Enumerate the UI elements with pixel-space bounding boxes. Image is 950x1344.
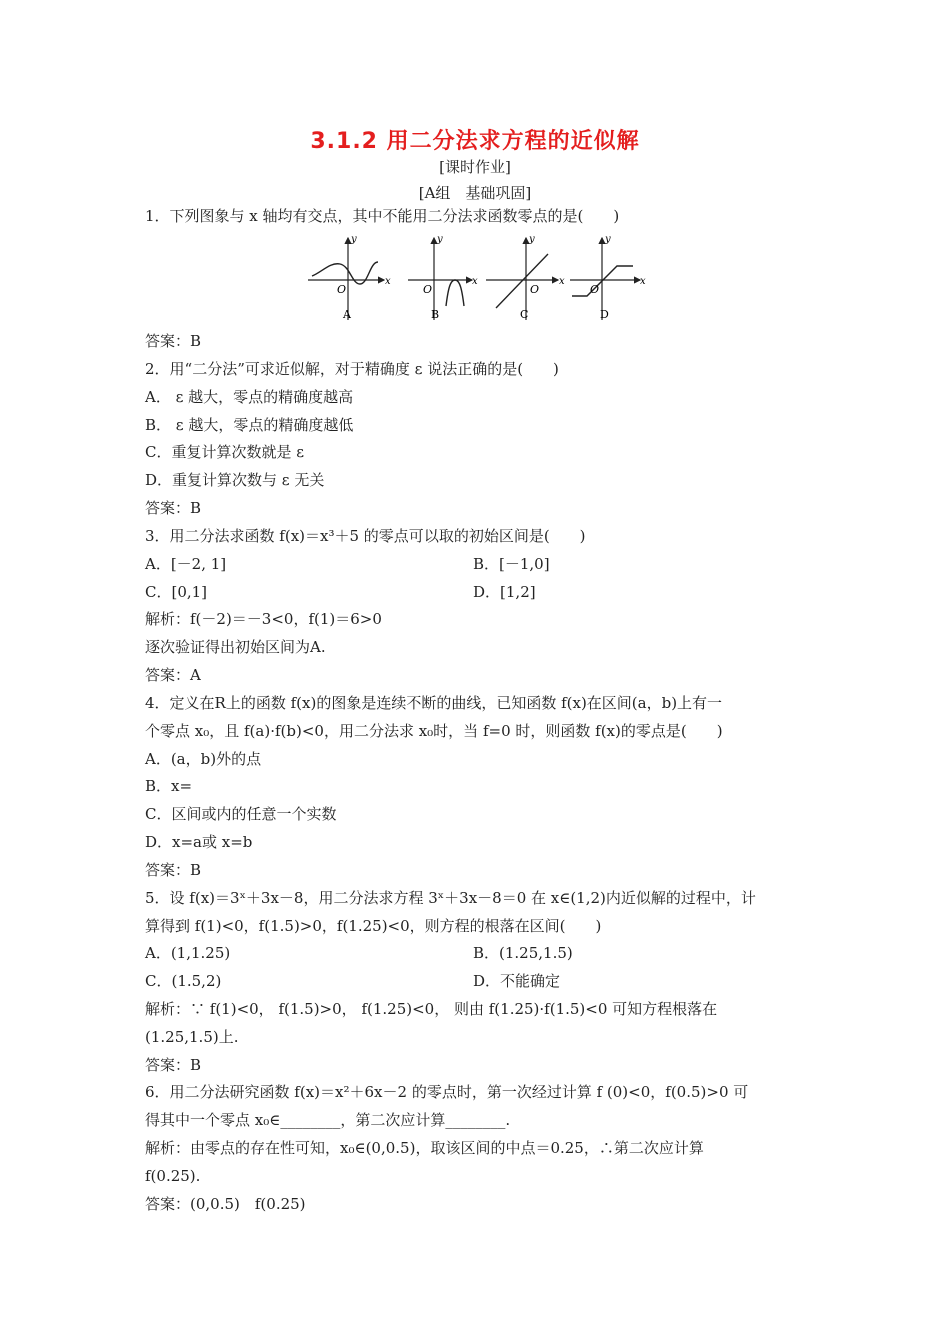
question-6-line-2: 得其中一个零点 x₀∈________，第二次应计算________. xyxy=(145,1111,511,1129)
option-2a: A． ε 越大，零点的精确度越高 xyxy=(145,388,354,406)
function-graphs-figure xyxy=(300,232,650,324)
answer-1: 答案：B xyxy=(145,332,202,350)
analysis-5: 解析：∵ f(1)<0， f(1.5)>0， f(1.25)<0， 则由 f(1.25)·f(1.5)<0 可知方程根落在 xyxy=(145,1000,718,1018)
graph-a-origin: O xyxy=(337,283,347,296)
analysis-5-cont: (1.25,1.5)上. xyxy=(145,1028,239,1046)
option-5b: B．(1.25,1.5) xyxy=(473,944,573,962)
answer-5: 答案：B xyxy=(145,1056,202,1074)
answer-3: 答案：A xyxy=(145,666,201,684)
group-label: [A组 基础巩固] xyxy=(418,184,532,202)
answer-6: 答案：(0,0.5) f(0.25) xyxy=(145,1195,306,1213)
question-3: 3．用二分法求函数 f(x)＝x³＋5 的零点可以取的初始区间是( ) xyxy=(145,527,586,545)
graph-a-x-label: x xyxy=(385,276,391,287)
graph-d-y-label: y xyxy=(605,234,611,245)
graph-a-y-label: y xyxy=(351,234,357,245)
homework-label: [课时作业] xyxy=(439,158,511,176)
question-1: 1．下列图象与 x 轴均有交点，其中不能用二分法求函数零点的是( ) xyxy=(145,207,620,225)
graph-c-y-label: y xyxy=(529,234,535,245)
graph-d-caption: D xyxy=(600,308,609,321)
graph-a-caption: A xyxy=(343,308,351,321)
question-4-line-1: 4．定义在R上的函数 f(x)的图象是连续不断的曲线，已知函数 f(x)在区间(a，b)上有一 xyxy=(145,694,723,712)
option-3c: C．[0,1] xyxy=(145,583,208,601)
option-3a: A．[－2, 1] xyxy=(145,555,227,573)
analysis-6: 解析：由零点的存在性可知，x₀∈(0,0.5)，取该区间的中点＝0.25，∴第二次应计算 xyxy=(145,1139,704,1157)
question-6-line-1: 6．用二分法研究函数 f(x)＝x²＋6x－2 的零点时，第一次经过计算 f (0)<0，f(0.5)>0 可 xyxy=(145,1083,749,1101)
option-4d: D．x=a或 x=b xyxy=(145,833,253,851)
question-4-line-2: 个零点 x₀，且 f(a)·f(b)<0，用二分法求 x₀时，当 f=0 时，则函数 f(x)的零点是( ) xyxy=(145,722,723,740)
graph-c-caption: C xyxy=(520,308,529,321)
graph-b-origin: O xyxy=(423,283,433,296)
option-3b: B．[－1,0] xyxy=(473,555,550,573)
option-4a: A．(a，b)外的点 xyxy=(145,750,262,768)
graph-a xyxy=(308,234,391,321)
analysis-3: 解析：f(－2)＝－3<0，f(1)＝6>0 xyxy=(145,610,382,628)
question-2: 2．用“二分法”可求近似解，对于精确度 ε 说法正确的是( ) xyxy=(145,360,559,378)
option-4c: C．区间或内的任意一个实数 xyxy=(145,805,337,823)
graph-d xyxy=(570,234,646,321)
graph-b-y-label: y xyxy=(437,234,443,245)
graph-d-origin: O xyxy=(590,283,600,296)
option-5d: D．不能确定 xyxy=(473,972,561,990)
analysis-6-cont: f(0.25). xyxy=(145,1167,201,1185)
option-3d: D．[1,2] xyxy=(473,583,536,601)
answer-4: 答案：B xyxy=(145,861,202,879)
option-5a: A．(1,1.25) xyxy=(145,944,231,962)
answer-2: 答案：B xyxy=(145,499,202,517)
graph-b-caption: B xyxy=(431,308,440,321)
graph-c-x-label: x xyxy=(559,276,565,287)
option-2c: C．重复计算次数就是 ε xyxy=(145,443,305,461)
analysis-3-cont: 逐次验证得出初始区间为A. xyxy=(145,638,326,656)
question-5-line-2: 算得到 f(1)<0，f(1.5)>0，f(1.25)<0，则方程的根落在区间( ) xyxy=(145,917,602,935)
option-2b: B． ε 越大，零点的精确度越低 xyxy=(145,416,354,434)
option-5c: C．(1.5,2) xyxy=(145,972,222,990)
page-title: 3.1.2 用二分法求方程的近似解 xyxy=(310,129,640,154)
graph-b xyxy=(408,234,478,321)
graph-c-origin: O xyxy=(530,283,540,296)
graphs-svg xyxy=(300,232,650,324)
option-2d: D．重复计算次数与 ε 无关 xyxy=(145,471,325,489)
graph-d-x-label: x xyxy=(640,276,646,287)
graph-b-x-label: x xyxy=(472,276,478,287)
question-5-line-1: 5．设 f(x)＝3ˣ＋3x－8，用二分法求方程 3ˣ＋3x－8＝0 在 x∈(1,2)内近似解的过程中，计 xyxy=(145,889,756,907)
option-4b: B．x= xyxy=(145,777,193,795)
graph-c xyxy=(486,234,565,321)
